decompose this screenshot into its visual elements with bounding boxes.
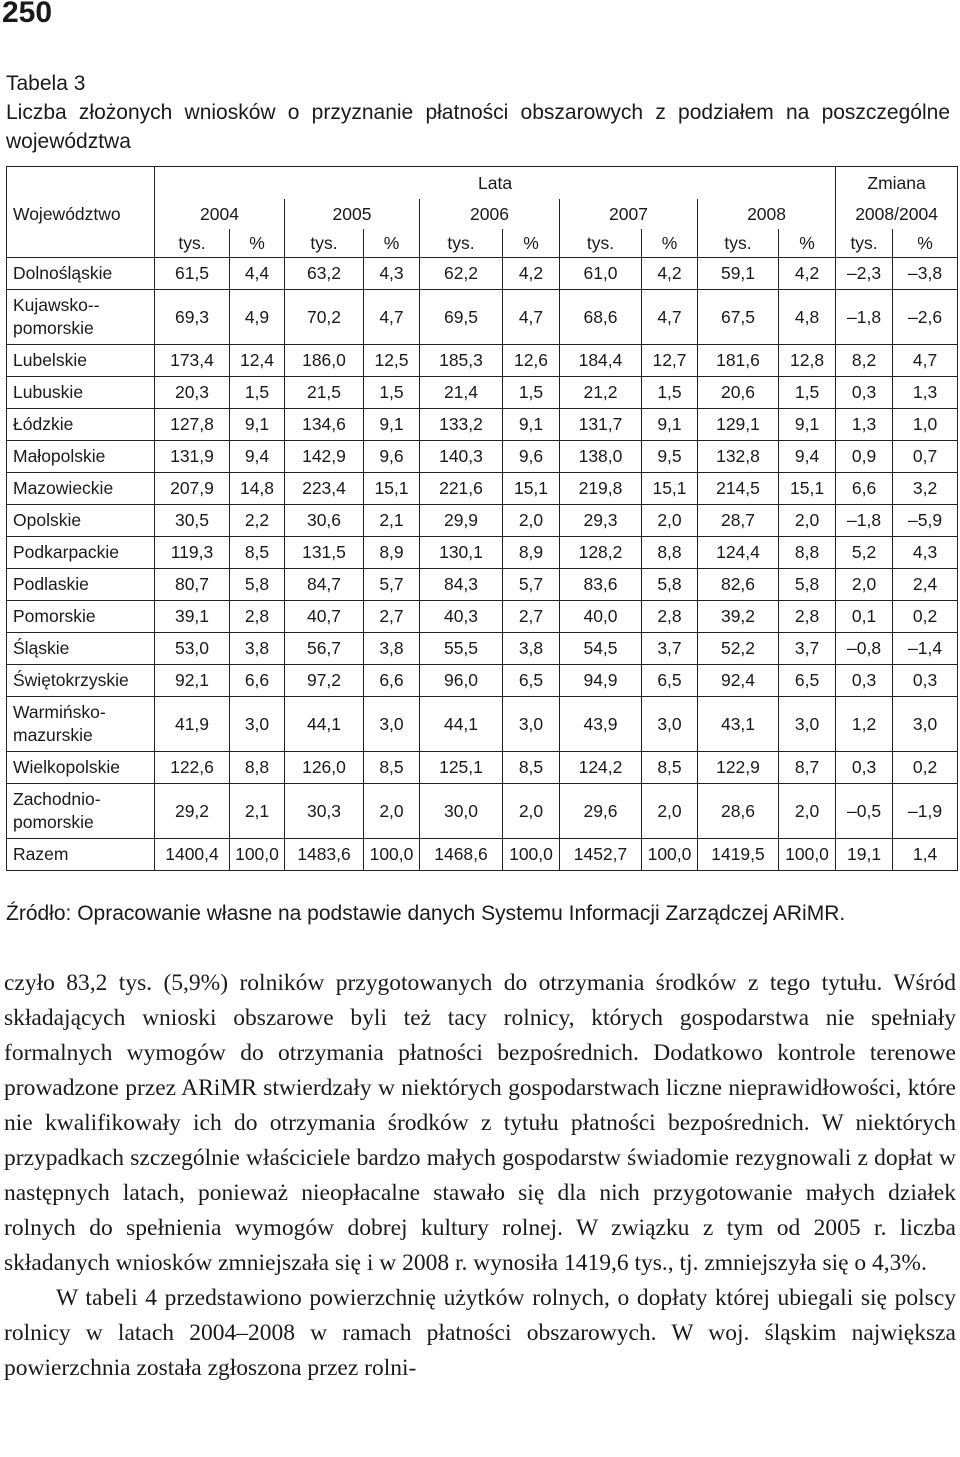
- header-units-blank: [7, 229, 155, 258]
- table-cell: 2,8: [642, 601, 698, 633]
- table-cell: 4,2: [503, 258, 560, 290]
- row-name: Wielkopolskie: [7, 752, 155, 784]
- table-cell: –1,8: [836, 505, 893, 537]
- table-cell: –5,9: [893, 505, 958, 537]
- table-cell: 15,1: [779, 473, 836, 505]
- table-cell: 4,2: [779, 258, 836, 290]
- page-number: 250: [2, 0, 53, 29]
- header-unit-pct: %: [503, 229, 560, 258]
- table-cell: 3,0: [230, 697, 285, 752]
- table-cell: 56,7: [285, 633, 364, 665]
- table-cell: 2,0: [503, 784, 560, 839]
- table-cell: 62,2: [420, 258, 503, 290]
- table-cell: 40,0: [560, 601, 642, 633]
- table-cell: 8,5: [642, 752, 698, 784]
- table-cell: 9,4: [779, 441, 836, 473]
- table-body: [7, 167, 958, 871]
- table-cell: 1,5: [779, 377, 836, 409]
- table-cell: 129,1: [698, 409, 779, 441]
- table-cell: 92,4: [698, 665, 779, 697]
- table-cell: 2,0: [364, 784, 420, 839]
- table-cell: 1,5: [364, 377, 420, 409]
- table-cell: 8,5: [364, 752, 420, 784]
- table-cell: 82,6: [698, 569, 779, 601]
- table-cell: 0,3: [893, 665, 958, 697]
- header-year-2007: 2007: [560, 199, 698, 229]
- header-year-2005: 2005: [285, 199, 420, 229]
- table-cell: 4,7: [642, 290, 698, 345]
- table-cell: 9,1: [642, 409, 698, 441]
- table-cell: 5,8: [642, 569, 698, 601]
- table-cell: 5,7: [364, 569, 420, 601]
- table-cell: 84,3: [420, 569, 503, 601]
- table-cell: 97,2: [285, 665, 364, 697]
- table-cell: 3,0: [503, 697, 560, 752]
- table-cell: 122,9: [698, 752, 779, 784]
- table-cell: 8,7: [779, 752, 836, 784]
- table-cell: 96,0: [420, 665, 503, 697]
- table-cell: 67,5: [698, 290, 779, 345]
- table-cell: 1,2: [836, 697, 893, 752]
- table-cell: 21,2: [560, 377, 642, 409]
- table-cell: 12,6: [503, 345, 560, 377]
- row-name: Razem: [7, 839, 155, 871]
- table-cell: 100,0: [779, 839, 836, 871]
- table-cell: 2,0: [642, 784, 698, 839]
- table-cell: 140,3: [420, 441, 503, 473]
- table-row: [7, 784, 958, 839]
- header-unit-pct: %: [230, 229, 285, 258]
- paragraph-1: czyło 83,2 tys. (5,9%) rolników przygotowanych do otrzymania środków z tego tytułu. Wśród składających wnioski obszarowe byli też tacy rolnicy, których gospodarstwa nie spełniały formalnych wymogów do otrzymania płatności bezpośrednich. Dodatkowo kontrole terenowe prowadzone przez ARiMR stwierdzały w niektórych gospodarstwach liczne nieprawidłowości, które nie kwalifikowały ich do otrzymania środków z tytułu płatności bezpośrednich. W niektórych przypadkach szczególnie właściciele bardzo małych gospodarstw świadomie rezygnowali z dopłat w następnych latach, ponieważ nieopłacalne stawało się dla nich przygotowanie małych działek rolnych do spełnienia wymogów dobrej kultury rolnej. W związku z tym od 2005 r. liczba składanych wniosków zmniejszała się i w 2008 r. wynosiła 1419,6 tys., tj. zmniejszyła się o 4,3%.: [4, 970, 956, 1276]
- header-unit-tys: tys.: [285, 229, 364, 258]
- table-row: [7, 569, 958, 601]
- table-row: [7, 697, 958, 752]
- table-cell: 2,1: [230, 784, 285, 839]
- table-cell: 2,2: [230, 505, 285, 537]
- table-cell: 5,2: [836, 537, 893, 569]
- table-cell: 30,0: [420, 784, 503, 839]
- table-cell: 15,1: [642, 473, 698, 505]
- table-cell: 8,8: [779, 537, 836, 569]
- table-cell: 0,3: [836, 752, 893, 784]
- table-cell: 54,5: [560, 633, 642, 665]
- header-row-2: [7, 199, 958, 229]
- table-cell: –2,3: [836, 258, 893, 290]
- table-cell: 92,1: [155, 665, 230, 697]
- table-cell: 2,0: [503, 505, 560, 537]
- table-cell: 131,9: [155, 441, 230, 473]
- table-cell: 5,8: [779, 569, 836, 601]
- table-cell: 4,9: [230, 290, 285, 345]
- table-cell: 119,3: [155, 537, 230, 569]
- row-name: Pomorskie: [7, 601, 155, 633]
- table-cell: 100,0: [503, 839, 560, 871]
- table-cell: 69,3: [155, 290, 230, 345]
- table-row: [7, 345, 958, 377]
- table-row: [7, 601, 958, 633]
- table-row: [7, 665, 958, 697]
- table-cell: –1,8: [836, 290, 893, 345]
- table-row: [7, 473, 958, 505]
- table-cell: 68,6: [560, 290, 642, 345]
- table-cell: 9,1: [230, 409, 285, 441]
- header-row-3: [7, 229, 958, 258]
- table-cell: 1468,6: [420, 839, 503, 871]
- table-cell: 3,7: [642, 633, 698, 665]
- table-cell: 3,8: [364, 633, 420, 665]
- header-year-2008: 2008: [698, 199, 836, 229]
- table-cell: 9,6: [503, 441, 560, 473]
- table-cell: 131,5: [285, 537, 364, 569]
- table-row: [7, 290, 958, 345]
- table-cell: 4,7: [364, 290, 420, 345]
- table-cell: 6,5: [503, 665, 560, 697]
- table-cell: 83,6: [560, 569, 642, 601]
- table-cell: 29,9: [420, 505, 503, 537]
- row-name: Kujawsko--pomorskie: [7, 290, 155, 345]
- table-cell: 9,6: [364, 441, 420, 473]
- table-cell: 2,0: [642, 505, 698, 537]
- table-cell: 29,6: [560, 784, 642, 839]
- table-row: [7, 377, 958, 409]
- row-name: Warmińsko-mazurskie: [7, 697, 155, 752]
- table-row: [7, 839, 958, 871]
- table-cell: 12,5: [364, 345, 420, 377]
- table-cell: 8,8: [230, 752, 285, 784]
- table-cell: 12,8: [779, 345, 836, 377]
- header-corner: [7, 167, 155, 200]
- table-cell: 133,2: [420, 409, 503, 441]
- table-cell: 1483,6: [285, 839, 364, 871]
- table-cell: –0,8: [836, 633, 893, 665]
- table-cell: 0,9: [836, 441, 893, 473]
- header-unit-tys: tys.: [420, 229, 503, 258]
- header-row-1: [7, 167, 958, 200]
- table-cell: 20,6: [698, 377, 779, 409]
- header-unit-pct: %: [642, 229, 698, 258]
- table-cell: 2,4: [893, 569, 958, 601]
- table-cell: 8,5: [503, 752, 560, 784]
- table-cell: 122,6: [155, 752, 230, 784]
- table-cell: 15,1: [364, 473, 420, 505]
- table-cell: 80,7: [155, 569, 230, 601]
- table-cell: 2,8: [779, 601, 836, 633]
- table-cell: 185,3: [420, 345, 503, 377]
- paragraph-2: W tabeli 4 przedstawiono powierzchnię użytków rolnych, o dopłaty której ubiegali się polscy rolnicy w latach 2004–2008 w ramach płatności obszarowych. W woj. śląskim największa powierzchnia została zgłoszona przez rolni-: [4, 1285, 956, 1381]
- table-cell: 6,6: [836, 473, 893, 505]
- table-cell: 61,5: [155, 258, 230, 290]
- table-cell: –2,6: [893, 290, 958, 345]
- table-cell: 1,5: [642, 377, 698, 409]
- table-cell: 4,3: [893, 537, 958, 569]
- table-cell: 2,0: [836, 569, 893, 601]
- row-name: Lubuskie: [7, 377, 155, 409]
- row-name: Dolnośląskie: [7, 258, 155, 290]
- table-cell: 8,5: [230, 537, 285, 569]
- table-cell: 8,8: [642, 537, 698, 569]
- table-cell: 127,8: [155, 409, 230, 441]
- table-cell: 0,7: [893, 441, 958, 473]
- table-cell: 219,8: [560, 473, 642, 505]
- table-cell: 4,2: [642, 258, 698, 290]
- table-cell: 5,7: [503, 569, 560, 601]
- table-cell: 3,0: [642, 697, 698, 752]
- table-cell: 100,0: [230, 839, 285, 871]
- table-cell: 0,3: [836, 377, 893, 409]
- table-cell: 134,6: [285, 409, 364, 441]
- table-cell: 2,1: [364, 505, 420, 537]
- table-cell: 84,7: [285, 569, 364, 601]
- table-row: [7, 752, 958, 784]
- table-row: [7, 537, 958, 569]
- table-cell: 128,2: [560, 537, 642, 569]
- table-title: Liczba złożonych wniosków o przyznanie płatności obszarowych z podziałem na poszczególne województwa: [6, 101, 950, 153]
- table-row: [7, 258, 958, 290]
- table-cell: 9,1: [779, 409, 836, 441]
- table-cell: 6,6: [230, 665, 285, 697]
- table-cell: 6,6: [364, 665, 420, 697]
- table-cell: 0,2: [893, 752, 958, 784]
- table-cell: 12,7: [642, 345, 698, 377]
- table-cell: 44,1: [420, 697, 503, 752]
- table-cell: 0,1: [836, 601, 893, 633]
- table-cell: –3,8: [893, 258, 958, 290]
- table-cell: 8,2: [836, 345, 893, 377]
- header-unit-tys: tys.: [698, 229, 779, 258]
- row-name: Podkarpackie: [7, 537, 155, 569]
- table-cell: 173,4: [155, 345, 230, 377]
- table-cell: 14,8: [230, 473, 285, 505]
- table-cell: 70,2: [285, 290, 364, 345]
- table-cell: 181,6: [698, 345, 779, 377]
- table-cell: 8,9: [364, 537, 420, 569]
- table-cell: –1,9: [893, 784, 958, 839]
- table-cell: 40,7: [285, 601, 364, 633]
- table-cell: 1,4: [893, 839, 958, 871]
- table-cell: 9,5: [642, 441, 698, 473]
- table-cell: 1,3: [893, 377, 958, 409]
- header-year-2006: 2006: [420, 199, 560, 229]
- source-note: Źródło: Opracowanie własne na podstawie danych Systemu Informacji Zarządczej ARiMR.: [6, 902, 846, 925]
- table-cell: 124,4: [698, 537, 779, 569]
- table-cell: 124,2: [560, 752, 642, 784]
- table-cell: 21,4: [420, 377, 503, 409]
- row-name: Lubelskie: [7, 345, 155, 377]
- table-cell: 55,5: [420, 633, 503, 665]
- table-cell: 43,9: [560, 697, 642, 752]
- header-unit-pct: %: [364, 229, 420, 258]
- row-name: Małopolskie: [7, 441, 155, 473]
- table-cell: 186,0: [285, 345, 364, 377]
- table-cell: 207,9: [155, 473, 230, 505]
- row-name: Śląskie: [7, 633, 155, 665]
- table-cell: 61,0: [560, 258, 642, 290]
- table-cell: 132,8: [698, 441, 779, 473]
- table-cell: 4,7: [503, 290, 560, 345]
- row-name: Opolskie: [7, 505, 155, 537]
- table-cell: 15,1: [503, 473, 560, 505]
- table-cell: 0,2: [893, 601, 958, 633]
- header-unit-tys: tys.: [560, 229, 642, 258]
- table-cell: 1452,7: [560, 839, 642, 871]
- table-cell: 126,0: [285, 752, 364, 784]
- table-cell: 43,1: [698, 697, 779, 752]
- row-name: Zachodnio-pomorskie: [7, 784, 155, 839]
- header-zmiana: Zmiana: [836, 167, 958, 200]
- table-row: [7, 505, 958, 537]
- table-cell: 2,8: [230, 601, 285, 633]
- header-unit-tys: tys.: [155, 229, 230, 258]
- table-cell: 59,1: [698, 258, 779, 290]
- table-cell: 30,5: [155, 505, 230, 537]
- table-cell: 4,7: [893, 345, 958, 377]
- table-cell: 12,4: [230, 345, 285, 377]
- table-cell: 4,8: [779, 290, 836, 345]
- table-cell: 214,5: [698, 473, 779, 505]
- table-cell: 69,5: [420, 290, 503, 345]
- row-name: Świętokrzyskie: [7, 665, 155, 697]
- row-name: Mazowieckie: [7, 473, 155, 505]
- table-cell: 4,3: [364, 258, 420, 290]
- header-lata: Lata: [155, 167, 836, 200]
- table-cell: 29,2: [155, 784, 230, 839]
- table-cell: 9,1: [503, 409, 560, 441]
- table-cell: 131,7: [560, 409, 642, 441]
- table-cell: –1,4: [893, 633, 958, 665]
- table-cell: 221,6: [420, 473, 503, 505]
- table-cell: 20,3: [155, 377, 230, 409]
- table-cell: 2,7: [364, 601, 420, 633]
- table-cell: 6,5: [779, 665, 836, 697]
- table-cell: 28,7: [698, 505, 779, 537]
- table-cell: 3,0: [893, 697, 958, 752]
- table-cell: 3,8: [503, 633, 560, 665]
- header-year-2004: 2004: [155, 199, 285, 229]
- header-unit-pct: %: [779, 229, 836, 258]
- table-cell: 184,4: [560, 345, 642, 377]
- header-zmiana-period: 2008/2004: [836, 199, 958, 229]
- table-cell: 44,1: [285, 697, 364, 752]
- table-cell: 6,5: [642, 665, 698, 697]
- table-cell: 9,1: [364, 409, 420, 441]
- table-cell: 29,3: [560, 505, 642, 537]
- table-cell: 1,5: [230, 377, 285, 409]
- row-name: Podlaskie: [7, 569, 155, 601]
- table-cell: 3,0: [364, 697, 420, 752]
- table-cell: 100,0: [642, 839, 698, 871]
- table-cell: 1400,4: [155, 839, 230, 871]
- data-table: [6, 166, 958, 871]
- table-cell: 53,0: [155, 633, 230, 665]
- table-cell: 3,2: [893, 473, 958, 505]
- table-cell: 1,5: [503, 377, 560, 409]
- table-cell: 39,1: [155, 601, 230, 633]
- table-row: [7, 409, 958, 441]
- table-cell: 2,0: [779, 784, 836, 839]
- table-cell: 3,8: [230, 633, 285, 665]
- table-cell: 52,2: [698, 633, 779, 665]
- table-cell: 1,3: [836, 409, 893, 441]
- table-cell: 2,7: [503, 601, 560, 633]
- table-cell: 19,1: [836, 839, 893, 871]
- table-cell: 5,8: [230, 569, 285, 601]
- header-unit-tys: tys.: [836, 229, 893, 258]
- table-label: Tabela 3: [6, 72, 86, 95]
- table-row: [7, 441, 958, 473]
- table-cell: 41,9: [155, 697, 230, 752]
- table-cell: 100,0: [364, 839, 420, 871]
- table-cell: 223,4: [285, 473, 364, 505]
- table-cell: 3,0: [779, 697, 836, 752]
- table-cell: 9,4: [230, 441, 285, 473]
- table-cell: 142,9: [285, 441, 364, 473]
- table-cell: 30,3: [285, 784, 364, 839]
- row-name: Łódzkie: [7, 409, 155, 441]
- table-cell: 1419,5: [698, 839, 779, 871]
- table-cell: 1,0: [893, 409, 958, 441]
- table-row: [7, 633, 958, 665]
- table-cell: 40,3: [420, 601, 503, 633]
- header-unit-pct: %: [893, 229, 958, 258]
- table-cell: 0,3: [836, 665, 893, 697]
- table-cell: 63,2: [285, 258, 364, 290]
- body-text: [4, 966, 956, 1386]
- table-cell: 130,1: [420, 537, 503, 569]
- table-cell: 30,6: [285, 505, 364, 537]
- table-cell: –0,5: [836, 784, 893, 839]
- table-cell: 138,0: [560, 441, 642, 473]
- table-cell: 4,4: [230, 258, 285, 290]
- table-cell: 8,9: [503, 537, 560, 569]
- table-cell: 125,1: [420, 752, 503, 784]
- table-cell: 94,9: [560, 665, 642, 697]
- table-cell: 2,0: [779, 505, 836, 537]
- table-cell: 21,5: [285, 377, 364, 409]
- header-wojewodztwo: Województwo: [7, 199, 155, 229]
- table-cell: 3,7: [779, 633, 836, 665]
- table-cell: 39,2: [698, 601, 779, 633]
- table-cell: 28,6: [698, 784, 779, 839]
